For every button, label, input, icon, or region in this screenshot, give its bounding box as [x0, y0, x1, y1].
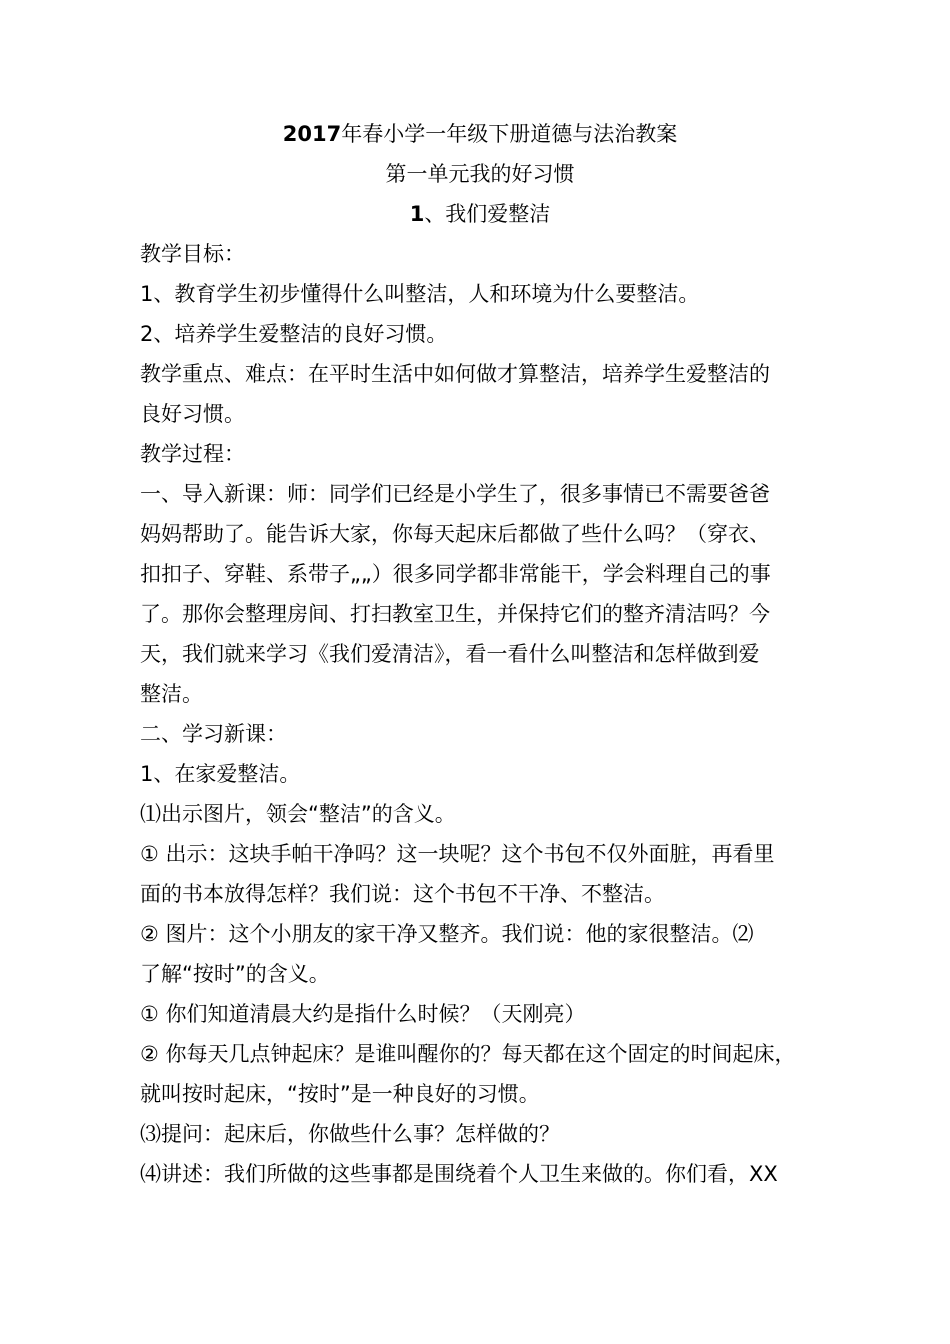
lesson-title	[140, 194, 820, 234]
text-line: ⑴出示图片，领会“整洁”的含义。	[140, 802, 456, 826]
text-line: 教学目标：	[140, 242, 245, 266]
text-line: 整洁。	[140, 682, 203, 706]
text-line: ② 图片：这个小朋友的家干净又整齐。我们说：他的家很整洁。⑵	[140, 922, 754, 946]
document-title	[140, 114, 820, 154]
text-line: ① 出示：这块手帕干净吗？这一块呢？这个书包不仅外面脏，再看里	[140, 842, 775, 866]
text-line: 教学过程：	[140, 442, 245, 466]
text-line: 就叫按时起床，“按时”是一种良好的习惯。	[140, 1082, 540, 1106]
document-page	[140, 114, 820, 1194]
document-body	[140, 234, 820, 1194]
text-line: 良好习惯。	[140, 402, 245, 426]
text-line: ⑶提问：起床后，你做些什么事？怎样做的？	[140, 1122, 560, 1146]
text-line: 2、培养学生爱整洁的良好习惯。	[140, 322, 448, 346]
text-line: 妈妈帮助了。能告诉大家，你每天起床后都做了些什么吗？（穿衣、	[140, 522, 770, 546]
text-line: ⑷讲述：我们所做的这些事都是围绕着个人卫生来做的。你们看，XX	[140, 1162, 778, 1186]
text-line: 扣扣子、穿鞋、系带子„„）很多同学都非常能干，学会料理自己的事	[140, 562, 771, 586]
title-text: 年春小学一年级下册道德与法治教案	[341, 122, 678, 146]
lesson-number: 1	[409, 202, 425, 226]
text-line: 1、在家爱整洁。	[140, 762, 301, 786]
unit-title: 第一单元我的好习惯	[385, 162, 575, 186]
text-line: ① 你们知道清晨大约是指什么时候？（天刚亮）	[140, 1002, 586, 1026]
text-line: 1、教育学生初步懂得什么叫整洁，人和环境为什么要整洁。	[140, 282, 700, 306]
text-line: 了解“按时”的含义。	[140, 962, 330, 986]
lesson-name: 、我们爱整洁	[424, 202, 551, 226]
text-line: ② 你每天几点钟起床？是谁叫醒你的？每天都在这个固定的时间起床，	[140, 1042, 796, 1066]
text-line: 天，我们就来学习《我们爱清洁》，看一看什么叫整洁和怎样做到爱	[140, 642, 760, 666]
title-year: 2017	[282, 122, 342, 146]
text-line: 面的书本放得怎样？我们说：这个书包不干净、不整洁。	[140, 882, 665, 906]
text-line: 一、导入新课：师：同学们已经是小学生了，很多事情已不需要爸爸	[140, 482, 770, 506]
text-line: 二、学习新课：	[140, 722, 287, 746]
text-line: 教学重点、难点：在平时生活中如何做才算整洁，培养学生爱整洁的	[140, 362, 770, 386]
text-line: 了。那你会整理房间、打扫教室卫生，并保持它们的整齐清洁吗？今	[140, 602, 770, 626]
